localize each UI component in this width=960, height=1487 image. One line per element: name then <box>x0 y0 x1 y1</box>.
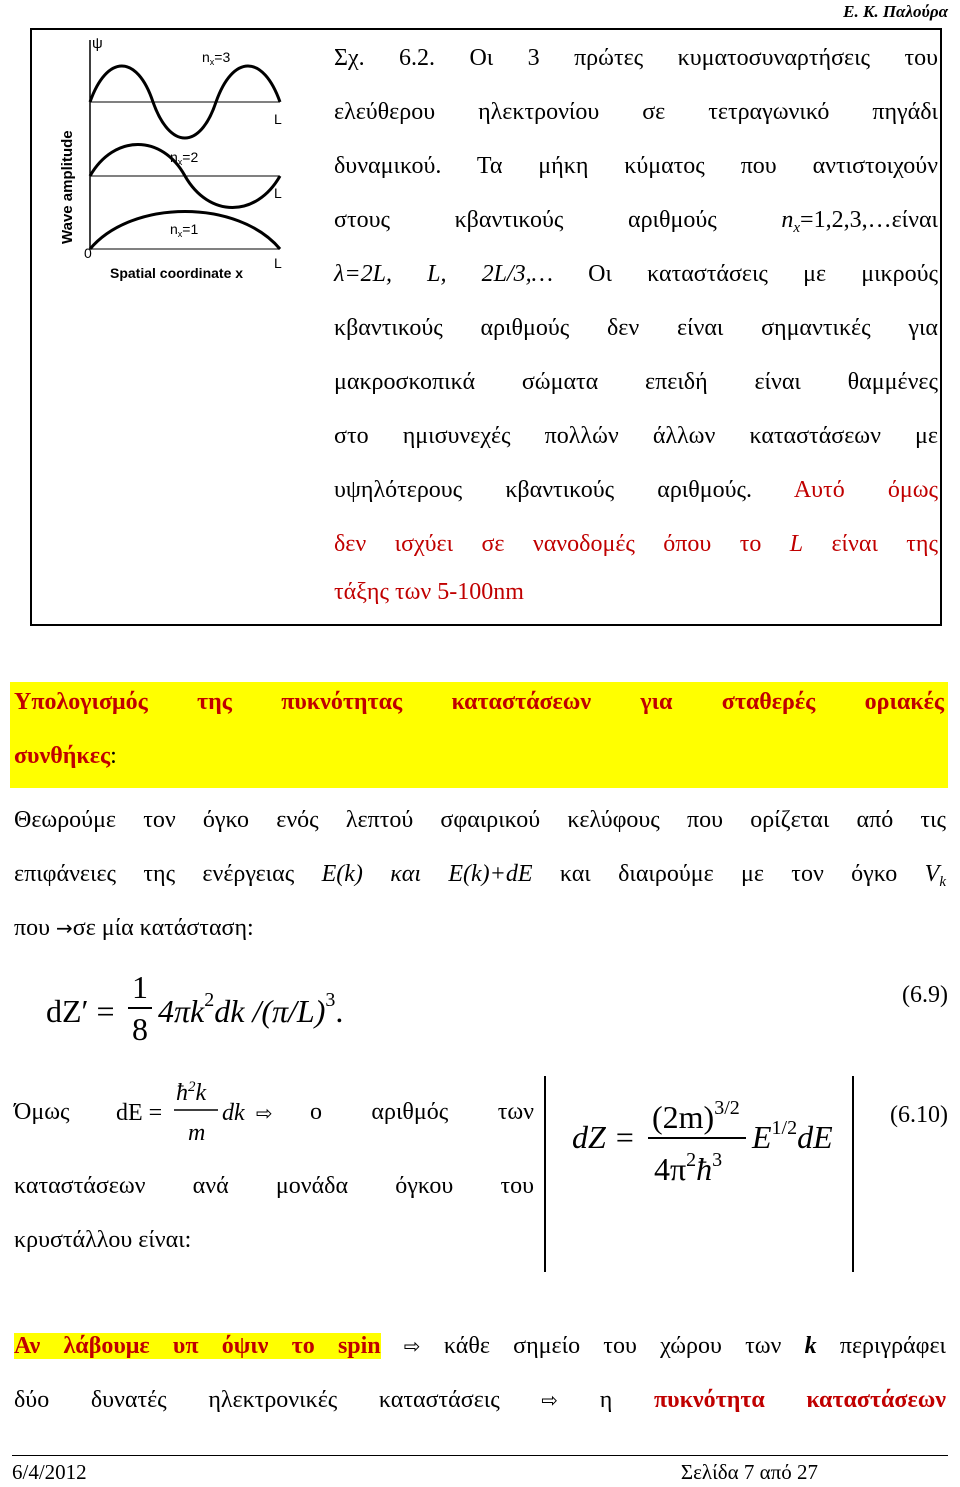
caption-line-3: δυναμικού. Τα μήκη κύματος που αντιστοιχούν <box>334 153 938 179</box>
hollow-arrow-icon: ⇨ <box>403 1334 421 1358</box>
caption-line-8: στο ημισυνεχές πολλών άλλων καταστάσεων με <box>334 423 938 449</box>
caption-line-11: τάξης των 5-100nm <box>334 579 524 605</box>
caption-line-1: Σχ. 6.2. Οι 3 πρώτες κυματοσυναρτήσεις του <box>334 45 938 71</box>
arrow-right-icon: → <box>56 916 73 940</box>
hollow-arrow-icon: ⇨ <box>256 1101 273 1125</box>
running-header-author: Ε. Κ. Παλούρα <box>843 2 948 21</box>
label-n2: $n_x=2$ <box>170 149 199 167</box>
figure-origin: 0 <box>84 245 92 261</box>
hollow-arrow-icon: ⇨ <box>541 1388 559 1412</box>
equation-number-6-10: (6.10) <box>890 1102 948 1128</box>
wavefunction-figure <box>52 34 310 294</box>
figure-psi-label: ψ <box>92 35 103 52</box>
label-L3: L <box>274 111 282 127</box>
figure-ylabel: Wave amplitude <box>59 130 76 244</box>
svg-text:m: m <box>188 1120 206 1146</box>
footer-rule <box>12 1455 948 1456</box>
footer-date: 6/4/2012 <box>12 1460 87 1484</box>
body-line-3: που →σε μία κατάσταση: <box>14 915 254 941</box>
body-line-2: επιφάνειες της ενέργειας E(k) και E(k)+dE και διαιρούμε με τον όγκο $V_k$ <box>14 861 946 890</box>
svg-text:(2m)3/2: $(2m)^{3/2}$ <box>652 1097 740 1135</box>
caption-line-10: δεν ισχύει σε νανοδομές όπου το L είναι της <box>334 531 938 557</box>
svg-text:8: 8 <box>132 1011 148 1047</box>
equation-box-left-rule <box>544 1076 546 1272</box>
label-n3: $n_x=3$ <box>202 49 231 67</box>
svg-text:dZ′ =: dZ′ = <box>46 993 115 1029</box>
label-L1: L <box>274 255 282 271</box>
svg-text:4π2ħ3: $4\pi^2ħ^3$ <box>654 1149 723 1187</box>
section-heading-line-1: Υπολογισμός της πυκνότητας καταστάσεων για σταθερές οριακές <box>14 689 944 715</box>
equation-de <box>114 1076 294 1148</box>
svg-text:ħ2k: $ħ^2k$ <box>176 1079 207 1106</box>
caption-line-7: μακροσκοπικά σώματα επειδή είναι θαμμένες <box>334 369 938 395</box>
caption-line-6: κβαντικούς αριθμούς δεν είναι σημαντικές για <box>334 315 938 341</box>
equation-6-10 <box>568 1090 868 1190</box>
svg-text:dZ =: dZ = <box>572 1119 636 1155</box>
omos-label: Όμως <box>14 1099 70 1125</box>
after-de-text: ο αριθμός των <box>310 1099 534 1125</box>
footer-page-number: Σελίδα 7 από 27 <box>680 1460 818 1484</box>
svg-text:1: 1 <box>132 969 148 1005</box>
svg-text:dE =: dE = <box>116 1100 163 1126</box>
caption-line-2: ελεύθερου ηλεκτρονίου σε τετραγωνικό πηγάδι <box>334 99 938 125</box>
equation-6-9 <box>44 968 384 1048</box>
equation-box-right-rule <box>852 1076 854 1272</box>
crystal-line: κρυστάλλου είναι: <box>14 1227 192 1253</box>
spin-line-1: Αν λάβουμε υπ όψιν το spin ⇨ κάθε σημείο του χώρου των k περιγράφει <box>14 1333 947 1359</box>
svg-text:4πk2dk /(π/L)3.: $4\pi k^2dk$ $/(\pi/L)^3$. <box>158 989 344 1029</box>
body-line-1: Θεωρούμε τον όγκο ενός λεπτού σφαιρικού κελύφους που ορίζεται από τις <box>14 807 946 833</box>
label-n1: $n_x=1$ <box>170 221 199 239</box>
svg-text:E1/2dE: $E^{1/2}dE$ <box>752 1117 833 1155</box>
caption-line-5: λ=2L, L, 2L/3,… Οι καταστάσεις με μικρούς <box>334 261 938 287</box>
spin-line-2: δύο δυνατές ηλεκτρονικές καταστάσεις ⇨ η πυκνότητα καταστάσεων <box>14 1387 946 1413</box>
label-L2: L <box>274 185 282 201</box>
states-per-volume-line: καταστάσεων ανά μονάδα όγκου του <box>14 1173 534 1199</box>
caption-line-4: στους κβαντικούς αριθμούς $n_x=1,2,3,\dots\varepsilon ί\nu\alpha\iota$ <box>334 207 938 236</box>
caption-line-9: υψηλότερους κβαντικούς αριθμούς. Αυτό όμως <box>334 477 938 503</box>
section-heading-line-2: συνθήκες: <box>14 743 117 769</box>
svg-text:dk: dk <box>222 1100 245 1126</box>
figure-xlabel: Spatial coordinate x <box>110 265 244 281</box>
equation-number-6-9: (6.9) <box>902 982 948 1008</box>
